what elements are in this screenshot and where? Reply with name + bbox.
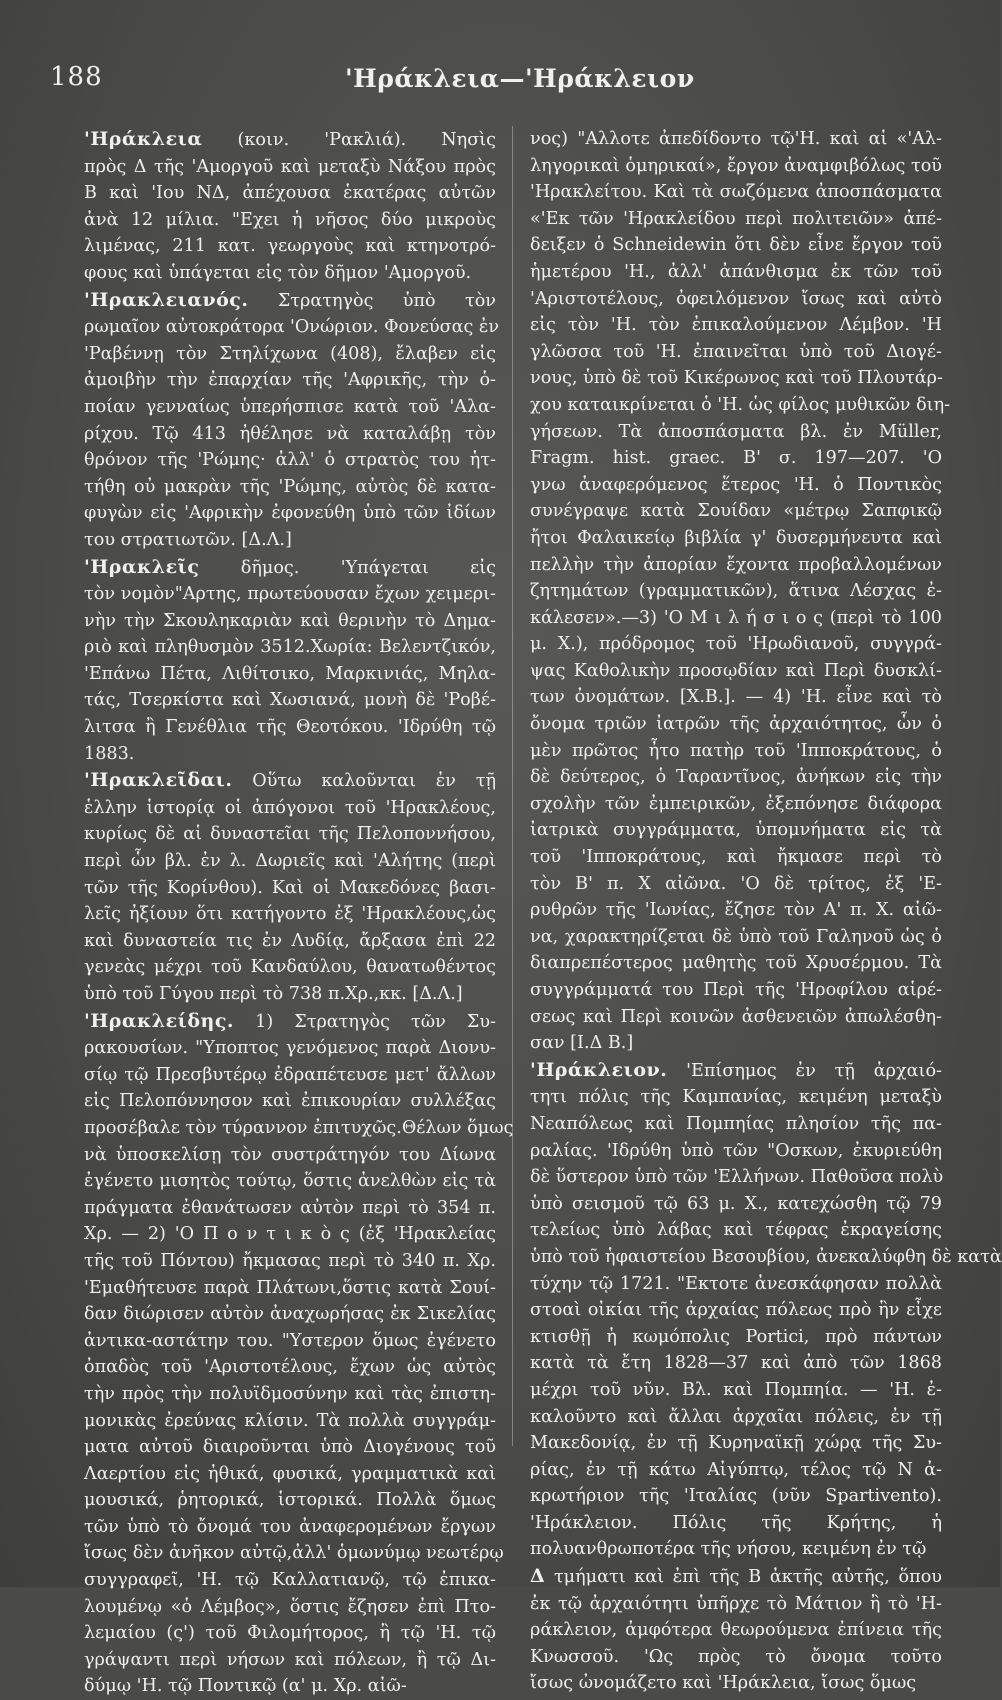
- text-line: ψας Καθολικὴν προσῳδίαν καὶ Περὶ δυσκλί-: [530, 660, 942, 681]
- text-line: πράγματα ἐθανάτωσεν αὐτὸν περὶ τὸ 354 π.: [84, 1197, 496, 1218]
- text-line: λεμαίου (ς') τοῦ Φιλομήτορος, ἢ τῷ 'Η. τῷ: [84, 1623, 496, 1644]
- text-line: ματα αὐτοῦ διαιροῦνται ὑπὸ Διογένους τοῦ: [84, 1437, 496, 1458]
- text-line: κτισθῇ ἡ κωμόπολις Portici, πρὸ πάντων: [530, 1326, 942, 1347]
- text-line: 'Ηράκλεια (κοιν. 'Ρακλιά). Νησὶς: [84, 128, 496, 150]
- text-line: ριὸ καὶ πληθυσμὸν 3512.Χωρία: Βελεντζικόν,: [84, 637, 496, 658]
- text-line: μ. Χ.), πρόδρομος τοῦ 'Ηρωδιανοῦ, συγγρά-: [530, 634, 942, 655]
- text-line: περὶ ὧν βλ. ἐν λ. Δωριεῖς καὶ 'Αλήτης (περὶ: [84, 851, 496, 872]
- text-line: συνέγραψε κατὰ Σουίδαν «μέτρῳ Σαπφικῷ: [530, 501, 942, 522]
- text-line: Χρ. — 2) 'Ο Π ο ν τ ι κ ὸ ς (ἐξ 'Ηρακλείας: [84, 1224, 496, 1245]
- text-line: των ὀνομάτων. [Χ.Β.]. — 4) 'Η. εἶνε καὶ τὸ: [530, 687, 942, 708]
- text-line: δαν διώρισεν αὐτὸν ἀναχωρήσας ἐκ Σικελίας: [84, 1304, 496, 1325]
- text-line: σαν [Ι.Δ Β.]: [530, 1033, 634, 1054]
- text-line: καλοῦντο καὶ ἄλλαι ἀρχαῖαι πόλεις, ἐν τῇ: [530, 1406, 942, 1427]
- text-line: μὲν πρῶτος ἦτο πατὴρ τοῦ 'Ιπποκράτους, ὁ: [530, 740, 942, 761]
- text-line: ἀντικα-αστάτην του. "Υστερον ὅμως ἐγένετο: [84, 1330, 496, 1351]
- text-line: ρωμαῖον αὐτοκράτορα 'Ονώριον. Φονεύσας ἐν: [84, 317, 500, 338]
- entry-headword: 'Ηρακλειανός.: [84, 288, 249, 311]
- text-line: δειξεν ὁ Schneidewin ὅτι δὲν εἶνε ἔργον τοῦ: [530, 235, 942, 256]
- text-line: 'Επάνω Πέτα, Λιθίτσικο, Μαρκινιάς, Μηλα-: [84, 663, 496, 684]
- text-line: να, χαρακτηρίζεται δὲ ὑπὸ τοῦ Γαληνοῦ ὡς ὁ: [530, 926, 942, 947]
- text-line: ποίαν γενναίως ὑπερήσπισε κατὰ τοῦ 'Αλα-: [84, 396, 496, 417]
- text-line: χου καταικρίνεται ὁ 'Η. ὡς φίλος μυθικῶν διη-: [530, 394, 951, 415]
- text-line: ὀπαδὸς τοῦ 'Αριστοτέλους, ἔχων ὡς αὐτὸς: [84, 1357, 496, 1378]
- entry-headword: 'Ηράκλειον.: [530, 1058, 668, 1081]
- text-line: τήθη οὐ μακρὰν τῆς 'Ρώμης, αὐτὸς δὲ κατα-: [84, 476, 496, 497]
- text-line: γλῶσσα τοῦ 'Η. ἐπαινεῖται ὑπὸ τοῦ Διογέ-: [530, 341, 942, 362]
- text-line: μουσικά, ῥητορικά, ἱστορικά. Πολλὰ ὅμως: [84, 1490, 496, 1511]
- text-line: 'Εμαθήτευσε παρὰ Πλάτωνι,ὅστις κατὰ Σουί-: [84, 1277, 496, 1298]
- text-line: προσέβαλε τὸν τύραννον ἐπιτυχῶς.Θέλων ὅμως: [84, 1117, 514, 1138]
- text-line: ρυθρῶν τῆς 'Ιωνίας, ἔζησε τὸν Α' π. Χ. αἰῶ-: [530, 900, 942, 921]
- page-header: [50, 62, 950, 102]
- text-line: 'Ηράκλειον. 'Επίσημος ἐν τῇ ἀρχαιό-: [530, 1058, 942, 1081]
- text-line: γενεὰς μέχρι τοῦ Κανδαύλου, θανατωθέντος: [84, 957, 496, 978]
- text-line: ὑπὸ τοῦ Γύγου περὶ τὸ 738 π.Χρ.,κκ. [Δ.Λ.]: [84, 984, 463, 1004]
- text-line: του στρατιωτῶν. [Δ.Λ.]: [84, 529, 292, 550]
- text-line: νους, ὑπὸ δὲ τοῦ Κικέρωνος καὶ τοῦ Πλουτάρ-: [530, 368, 943, 389]
- page-number: 188: [50, 62, 103, 92]
- text-line: σεως καὶ Περὶ κοινῶν ἀσθενειῶν ἀπωλέσθη-: [530, 1006, 942, 1027]
- text-line: Fragm. hist. graec. Β' σ. 197—207. 'Ο: [530, 448, 942, 469]
- text-line: σίῳ τῷ Πρεσβυτέρῳ ἐδραπέτευσε μετ' ἄλλων: [84, 1064, 496, 1085]
- text-line: πολυανθρωποτέρα τῆς νήσου, κειμένη ἐν τῷ: [530, 1539, 927, 1560]
- text-line: τύχην τῷ 1721. "Εκτοτε ἀνεσκάφησαν πολλὰ: [530, 1273, 942, 1294]
- text-line: 'Ηρακλεῖδαι. Οὕτω καλοῦνται ἐν τῇ: [84, 769, 496, 792]
- text-line: ραλίας. 'Ιδρύθη ὑπὸ τῶν "Οσκων, ἐκυριεύθη: [530, 1140, 942, 1161]
- text-line: νὴν τὴν Σκουληκαριὰν καὶ θερινὴν τὸ Δημα-: [84, 610, 496, 631]
- text-line: ἤτοι Φαλαικείῳ βιβλία γ' δυσερμήνευτα καὶ: [530, 527, 942, 548]
- text-line: 'Ηρακλειανός. Στρατηγὸς ὑπὸ τὸν: [84, 288, 496, 311]
- column-divider: [512, 126, 513, 1446]
- text-line: 1883.: [84, 743, 135, 764]
- text-line: κυρίως δὲ αἱ δυναστεῖαι τῆς Πελοποννήσου,: [84, 824, 496, 845]
- text-line: πελλὴν τὴν ἀπορίαν ἔχοντα προβαλλομένων: [530, 554, 942, 575]
- text-line: καὶ δυναστεία τις ἐν Λυδίᾳ, ἄρξασα ἐπὶ 22: [84, 930, 496, 951]
- text-line: δὲ ὕστερον ὑπὸ τῶν 'Ελλήνων. Παθοῦσα πολὺ: [530, 1167, 944, 1188]
- text-line: ἡμετέρου 'Η., ἀλλ' ἀπάνθισμα ἐκ τῶν τοῦ: [530, 261, 942, 282]
- text-line: κάλεσεν».—3) 'Ο Μ ι λ ή σ ι ο ς (περὶ τὸ 100: [530, 607, 942, 628]
- left-column: [84, 126, 514, 1700]
- text-line: λιτσα ἢ Γενέθλια τῆς Θεοτόκου. 'Ιδρύθη τῷ: [84, 717, 496, 738]
- text-line: κρωτήριον τῆς 'Ιταλίας (νῦν Spartivento).: [530, 1486, 942, 1507]
- text-line: δύμῳ 'Η. τῷ Ποντικῷ (α' μ. Χρ. αἰῶ-: [84, 1676, 407, 1697]
- text-line: εἰς Πελοπόννησον καὶ ἐπικουρίαν συλλέξας: [84, 1091, 496, 1112]
- text-line: ζητημάτων (γραμματικῶν), ἅτινα Λέσχας ἐ-: [530, 581, 942, 602]
- entry-headword: 'Ηρακλεῖς: [84, 555, 200, 578]
- text-line: νος) "Αλλοτε ἀπεδίδοντο τῷ'Η. καὶ αἱ «'Αλ-: [530, 129, 942, 149]
- text-line: Β καὶ 'Ιου ΝΔ, ἀπέχουσα ἑκατέρας αὐτῶν: [84, 183, 496, 204]
- text-line: τὸν νομὸν"Αρτης, πρωτεύουσαν ἔχων χειμερι-: [84, 584, 496, 605]
- text-line: θρόνον τῆς 'Ρώμης· ἀλλ' ὁ στρατὸς του ἡτ-: [84, 450, 496, 471]
- text-line: σχολὴν τῶν ἐμπειρικῶν, ἐξεπόνησε διάφορα: [530, 793, 942, 814]
- text-line: συγγράμματά του Περὶ τῆς 'Ηροφίλου αἱρέ-: [530, 980, 942, 1000]
- text-line: ράκλειον, ἀμφότερα θεωρούμενα ἐπίνεια τῆς: [530, 1620, 942, 1641]
- text-line: ἴσως ὠνομάζετο καὶ 'Ηράκλεια, ἴσως ὅμως: [530, 1673, 917, 1694]
- text-line: διαπρεπέστερος μαθητὴς τοῦ Χρυσέρμου. Τὰ: [530, 953, 942, 974]
- text-line: ἰατρικὰ συγγράμματα, ὑπομνήματα εἰς τὰ: [530, 820, 942, 841]
- text-line: ἀμοιβὴν τὴν ἐπαρχίαν τῆς 'Αφρικῆς, τὴν ὁ-: [84, 370, 496, 391]
- text-line: Λαερτίου εἰς ἠθικά, φυσικά, γραμματικὰ καὶ: [84, 1463, 496, 1484]
- text-line: δὲ δεύτερος, ὁ Ταραντῖνος, ἀνήκων εἰς τὴν: [530, 767, 942, 788]
- entry-headword: 'Ηρακλείδης.: [84, 1009, 235, 1032]
- text-line: γράψαντι περὶ νήσων καὶ πόλεων, ἢ τῷ Δι-: [84, 1649, 496, 1670]
- text-line: εἰς τὸν 'Η. τὸν ἐπικαλούμενον Λέμβον. 'Η: [530, 315, 942, 336]
- text-line: τῶν τῆς Κορίνθου). Καὶ οἱ Μακεδόνες βασι-: [84, 877, 496, 898]
- text-line: μέχρι τοῦ νῦν. Βλ. καὶ Πομπηία. — 'Η. ἐ-: [530, 1379, 942, 1400]
- entry-headword: 'Ηράκλεια: [84, 128, 203, 150]
- text-line: 'Αριστοτέλους, ὀφειλόμενον ἴσως καὶ αὐτὸ: [530, 288, 942, 309]
- text-line: ληγορικαὶ ὁμηρικαί», ἔργον ἀναμφιβόλως τοῦ: [530, 155, 942, 176]
- text-line: ρακουσίων. "Υποπτος γενόμενος παρὰ Διονυ-: [84, 1038, 496, 1059]
- text-line: Δ τμήματι καὶ ἐπὶ τῆς Β ἀκτῆς αὐτῆς, ὅπου: [530, 1565, 942, 1588]
- text-line: τὸν Β' π. Χ αἰῶνα. 'Ο δὲ τρίτος, ἐξ 'Ε-: [530, 873, 942, 894]
- right-column: [530, 126, 1002, 1697]
- running-head: 'Ηράκλεια—'Ηράκλειον: [345, 64, 695, 93]
- text-line: τελείως ὑπὸ λάβας καὶ τέφρας ἐκραγείσης: [530, 1220, 942, 1241]
- entry-headword: Δ: [530, 1565, 546, 1588]
- text-line: ἑλλην ἱστορίᾳ οἱ ἀπόγονοι τοῦ 'Ηρακλέους,: [84, 797, 496, 818]
- text-line: Κνωσσοῦ. 'Ως πρὸς τὸ ὄνομα τοῦτο: [530, 1646, 942, 1667]
- text-line: γήσεων. Τὰ ἀποσπάσματα βλ. ἐν Müller,: [530, 421, 942, 442]
- text-line: πρὸς Δ τῆς 'Αμοργοῦ καὶ μεταξὺ Νάξου πρὸς: [84, 156, 496, 177]
- text-line: 'Ηρακλείτου. Καὶ τὰ σωζόμενα ἀποσπάσματα: [530, 182, 942, 203]
- text-line: ὄνομα τριῶν ἰατρῶν τῆς ἀρχαιότητος, ὧν ὁ: [530, 714, 942, 735]
- text-line: «'Εκ τῶν 'Ηρακλείδου περὶ πολιτειῶν» ἀπέ-: [530, 208, 942, 229]
- text-line: ἐκ τῷ ἀρχαιότητι ὑπῆρχε τὸ Μάτιον ἢ τὸ 'Η-: [530, 1593, 942, 1614]
- text-line: νὰ ὑποσκελίσῃ τὸν συστράτηγόν του Δίωνα: [84, 1144, 496, 1165]
- text-line: τοῦ 'Ιπποκράτους, καὶ ἤκμασε περὶ τὸ: [530, 847, 942, 868]
- text-line: μονικὰς ἐρεύνας κλίσιν. Τὰ πολλὰ συγγράμ-: [84, 1410, 496, 1431]
- text-line: τῶν ὑπὸ τὸ ὄνομά του ἀναφερομένων ἔργων: [84, 1516, 496, 1537]
- text-line: ὑπὸ τοῦ ἡφαιστείου Βεσουβίου, ἀνεκαλύφθη δὲ κατὰ: [530, 1246, 1002, 1267]
- text-line: 'Ραβέννῃ τὸν Στηλίχωνα (408), ἔλαβεν εἰς: [84, 343, 496, 364]
- text-line: φυγὼν εἰς 'Αφρικὴν ἐφονεύθη ὑπὸ τῶν ἰδίων: [84, 503, 496, 524]
- text-line: ὑπὸ σεισμοῦ τῷ 63 μ. Χ., κατεχώσθη τῷ 79: [530, 1193, 942, 1214]
- text-line: 'Ηρακλεῖς δῆμος. 'Υπάγεται εἰς: [84, 555, 496, 578]
- text-line: τὴν πρὸς τὴν πολυϊδμοσύνην καὶ τὰς ἐπιστη-: [84, 1383, 496, 1404]
- text-line: 'Ηράκλειον. Πόλις τῆς Κρήτης, ἡ: [530, 1512, 942, 1533]
- text-line: συγγραφεῖ, 'Η. τῷ Καλλατιανῷ, τῷ ἐπικα-: [84, 1570, 496, 1591]
- text-line: ἐγένετο μισητὸς τούτῳ, ὅστις ἀνελθὼν εἰς τὰ: [84, 1171, 496, 1192]
- text-line: λεῖς ἠξίουν ὅτι κατήγοντο ἐξ 'Ηρακλέους,ὡς: [84, 904, 496, 925]
- text-line: Νεαπόλεως καὶ Πομπηίας πλησίον τῆς πα-: [530, 1113, 942, 1134]
- text-line: ρίας, ἐν τῇ κάτω Αἰγύπτῳ, τέλος τῷ Ν ἀ-: [530, 1459, 942, 1480]
- text-line: κατὰ τὰ ἔτη 1828—37 καὶ ἀπὸ τῶν 1868: [530, 1353, 942, 1374]
- entry-headword: 'Ηρακλεῖδαι.: [84, 769, 233, 792]
- text-line: τῆς τοῦ Πόντου) ἤκμασας περὶ τὸ 340 π. Χρ.: [84, 1250, 496, 1271]
- text-line: ἴσως δὲν ἀνῆκον αὐτῷ,ἀλλ' ὁμωνύμῳ νεωτέρῳ: [84, 1543, 504, 1564]
- text-line: τητι πόλις τῆς Καμπανίας, κειμένη μεταξὺ: [530, 1087, 942, 1108]
- text-line: λιμένας, 211 κατ. γεωργοὺς καὶ κτηνοτρό-: [84, 236, 496, 257]
- text-line: ρίχου. Τῷ 413 ἠθέλησε νὰ καταλάβῃ τὸν: [84, 423, 496, 444]
- text-line: στοαὶ οἰκίαι τῆς ἀρχαίας πόλεως πρὸ ἣν εἶχε: [530, 1300, 942, 1321]
- text-line: λουμένῳ «ὁ Λέμβος», ὅστις ἔζησεν ἐπὶ Πτο-: [84, 1596, 496, 1617]
- text-line: φους καὶ ὑπάγεται εἰς τὸν δῆμον 'Αμοργοῦ.: [84, 262, 472, 283]
- text-line: ἀνὰ 12 μίλια. "Εχει ἡ νῆσος δύο μικροὺς: [84, 209, 496, 230]
- text-line: τάς, Τσερκίστα καὶ Χωσιανά, μονὴ δὲ 'Ροβέ-: [84, 690, 496, 711]
- text-line: 'Ηρακλείδης. 1) Στρατηγὸς τῶν Συ-: [84, 1009, 496, 1032]
- text-line: Μακεδονίᾳ, ἐν τῇ Κυρηναϊκῇ χώρᾳ τῆς Συ-: [530, 1433, 942, 1454]
- text-line: γνω ἀναφερόμενος ἕτερος 'Η. ὁ Ποντικὸς: [530, 474, 942, 495]
